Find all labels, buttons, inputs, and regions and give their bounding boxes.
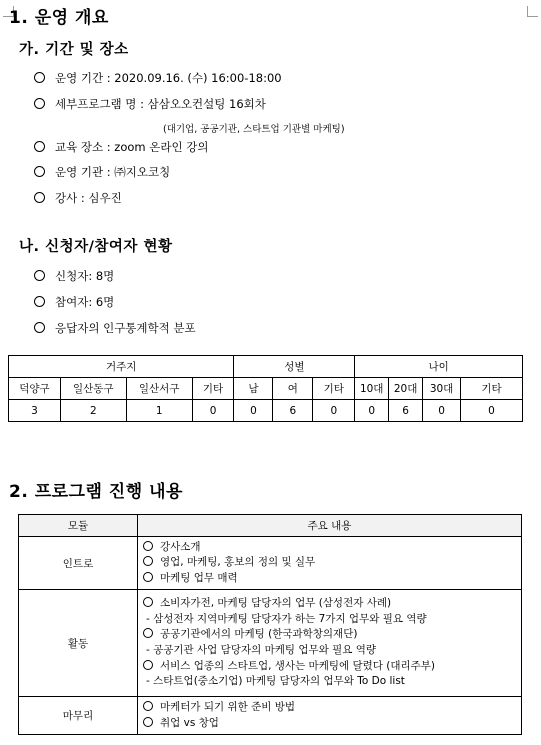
circle-bullet-icon (143, 701, 153, 711)
section1b-title: 나. 신청자/참여자 현황 (19, 239, 173, 255)
column-header: 남 (234, 378, 273, 400)
circle-bullet-icon (34, 296, 45, 307)
circle-bullet-icon (34, 192, 45, 203)
list-item-text: 운영 기간 : 2020.09.16. (수) 16:00-18:00 (55, 71, 282, 85)
group-gender: 성별 (234, 356, 355, 378)
column-header: 덕양구 (9, 378, 61, 400)
content-subitem: - 스타트업(중소기업) 마케팅 담당자의 업무와 To Do list (146, 675, 405, 688)
page-corner-mark-right (527, 6, 538, 17)
content-item (138, 659, 521, 675)
table-header-row (9, 356, 523, 378)
list-item-text: 교육 장소 : zoom 온라인 강의 (55, 140, 209, 154)
list-item-text: 운영 기관 : ㈜지오코칭 (55, 165, 171, 179)
column-header-module: 모듈 (19, 515, 138, 537)
column-header: 기타 (192, 378, 234, 400)
content-item-text: 강사소개 (160, 540, 201, 553)
column-header: 일산서구 (126, 378, 192, 400)
content-item (138, 700, 521, 716)
content-item (138, 596, 521, 612)
circle-bullet-icon (34, 166, 45, 177)
list-item (34, 96, 266, 112)
list-item (34, 164, 170, 180)
section2-title: 2. 프로그램 진행 내용 (9, 482, 183, 502)
content-item-text: 공공기관에서의 마케팅 (한국과학창의재단) (160, 628, 358, 641)
circle-bullet-icon (143, 597, 153, 607)
table-subheader-row (9, 378, 523, 400)
table-cell: 3 (9, 400, 61, 422)
content-item-text: 취업 vs 창업 (160, 716, 219, 729)
list-item (34, 70, 282, 86)
content-item (138, 540, 521, 556)
list-item-text: 세부프로그램 명 : 삼삼오오컨설팅 16회차 (55, 97, 266, 111)
demographics-table (8, 355, 523, 422)
column-header: 30대 (423, 378, 461, 400)
circle-bullet-icon (143, 541, 153, 551)
table-row (19, 590, 522, 697)
column-header: 여 (273, 378, 313, 400)
table-cell: 1 (126, 400, 192, 422)
table-cell: 0 (355, 400, 389, 422)
content-subitem: - 공공기관 사업 담당자의 마케팅 업무와 필요 역량 (146, 644, 377, 656)
circle-bullet-icon (34, 141, 45, 152)
table-row (19, 537, 522, 590)
module-name: 인트로 (19, 537, 138, 590)
table-header-row (19, 515, 522, 537)
table-row (19, 697, 522, 735)
table-cell: 0 (192, 400, 234, 422)
circle-bullet-icon (143, 628, 153, 638)
list-item (34, 190, 122, 206)
table-cell: 0 (461, 400, 523, 422)
program-note: (대기업, 공공기관, 스타트업 기관별 마케팅) (163, 124, 345, 135)
module-content (138, 697, 522, 735)
circle-bullet-icon (143, 556, 153, 566)
table-cell: 6 (389, 400, 423, 422)
content-item-text: 영업, 마케팅, 홍보의 정의 및 실무 (160, 556, 316, 569)
content-item-text: 서비스 업종의 스타트업, 생사는 마케팅에 달렸다 (대리주부) (160, 659, 435, 672)
circle-bullet-icon (34, 322, 45, 333)
group-age: 나이 (355, 356, 523, 378)
circle-bullet-icon (143, 572, 153, 582)
list-item (34, 320, 196, 336)
list-item (34, 268, 114, 284)
module-name: 마무리 (19, 697, 138, 735)
table-cell: 0 (234, 400, 273, 422)
module-name: 활동 (19, 590, 138, 697)
table-cell: 0 (423, 400, 461, 422)
list-item-text: 응답자의 인구통계학적 분포 (55, 321, 196, 335)
section1-title: 1. 운영 개요 (9, 8, 109, 28)
list-item (34, 294, 114, 310)
content-item-text: 소비자가전, 마케팅 담당자의 업무 (삼성전자 사례) (160, 597, 392, 610)
list-item-text: 신청자: 8명 (55, 269, 115, 283)
list-item-text: 강사 : 심우진 (55, 191, 122, 205)
table-row (9, 400, 523, 422)
table-cell: 6 (273, 400, 313, 422)
table-cell: 2 (60, 400, 126, 422)
circle-bullet-icon (143, 717, 153, 727)
content-item-text: 마케팅 업무 매력 (160, 571, 238, 584)
module-content (138, 590, 522, 697)
column-header-content: 주요 내용 (138, 515, 522, 537)
column-header: 기타 (461, 378, 523, 400)
module-content (138, 537, 522, 590)
section1a-title: 가. 기간 및 장소 (19, 42, 129, 58)
content-item (138, 555, 521, 571)
group-residence: 거주지 (9, 356, 234, 378)
circle-bullet-icon (143, 660, 153, 670)
column-header: 10대 (355, 378, 389, 400)
column-header: 기타 (313, 378, 355, 400)
content-item-text: 마케터가 되기 위한 준비 방법 (160, 700, 296, 713)
circle-bullet-icon (34, 98, 45, 109)
column-header: 일산동구 (60, 378, 126, 400)
table-cell: 0 (313, 400, 355, 422)
list-item-text: 참여자: 6명 (55, 295, 115, 309)
list-item (34, 139, 208, 155)
program-table (18, 514, 522, 735)
content-item (138, 571, 521, 587)
content-item (138, 627, 521, 643)
content-subitem: - 삼성전자 지역마케팅 담당자가 하는 7가지 업무와 필요 역량 (146, 612, 427, 625)
circle-bullet-icon (34, 270, 45, 281)
circle-bullet-icon (34, 72, 45, 83)
content-item (138, 716, 521, 732)
column-header: 20대 (389, 378, 423, 400)
